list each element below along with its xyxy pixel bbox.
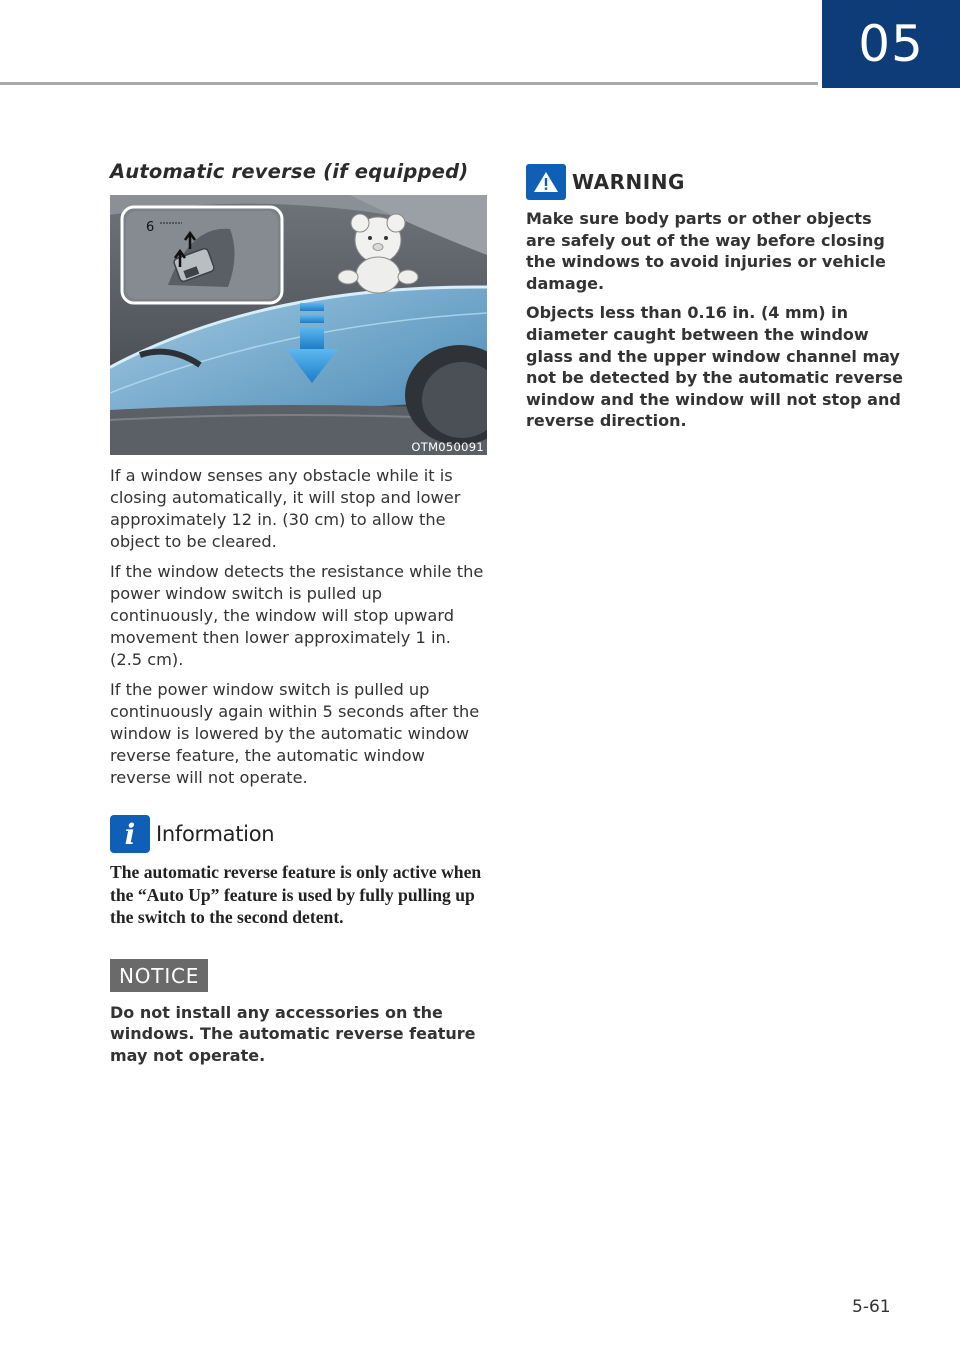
section-title: Automatic reverse (if equipped) — [110, 160, 469, 183]
paragraph: If a window senses any obstacle while it is closing automatically, it will stop and lower approximately 12 in. (30 cm) to allow the object to be cleared. — [110, 466, 461, 551]
warning-icon — [526, 164, 566, 200]
figure-code: OTM050091 — [411, 440, 484, 454]
warning-paragraph: Objects less than 0.16 in. (4 mm) in diameter caught between the window glass and the upper window channel may not be detected by the automatic reverse window and the window will not stop and reverse direction. — [526, 303, 903, 431]
info-icon: i — [110, 815, 150, 853]
paragraph: If the window detects the resistance while the power window switch is pulled up continuously, the window will stop upward movement then lower approximately 1 in. (2.5 cm). — [110, 562, 484, 669]
warning-title: WARNING — [572, 170, 685, 194]
page-number: 5-61 — [852, 1297, 891, 1317]
information-header — [110, 815, 488, 853]
chapter-tab — [822, 0, 960, 88]
information-title: Information — [156, 822, 275, 846]
window-figure — [110, 195, 487, 455]
paragraph: If the power window switch is pulled up continuously again within 5 seconds after the window is lowered by the automatic window reverse feature, the automatic window reverse will not operate. — [110, 680, 480, 787]
car-window-illustration — [110, 195, 487, 455]
header-rule — [0, 82, 818, 85]
chapter-number: 05 — [858, 15, 924, 73]
left-column — [110, 160, 488, 1066]
warning-header — [526, 164, 906, 200]
warning-paragraph: Make sure body parts or other objects are safely out of the way before closing the windows to avoid injuries or vehicle damage. — [526, 209, 886, 293]
right-column — [526, 164, 906, 432]
notice-badge: NOTICE — [110, 959, 208, 992]
callout-number: 6 — [146, 220, 155, 235]
information-text: The automatic reverse feature is only active when the “Auto Up” feature is used by fully pulling up the switch to the second detent. — [110, 862, 482, 927]
notice-text: Do not install any accessories on the windows. The automatic reverse feature may not operate. — [110, 1002, 476, 1065]
